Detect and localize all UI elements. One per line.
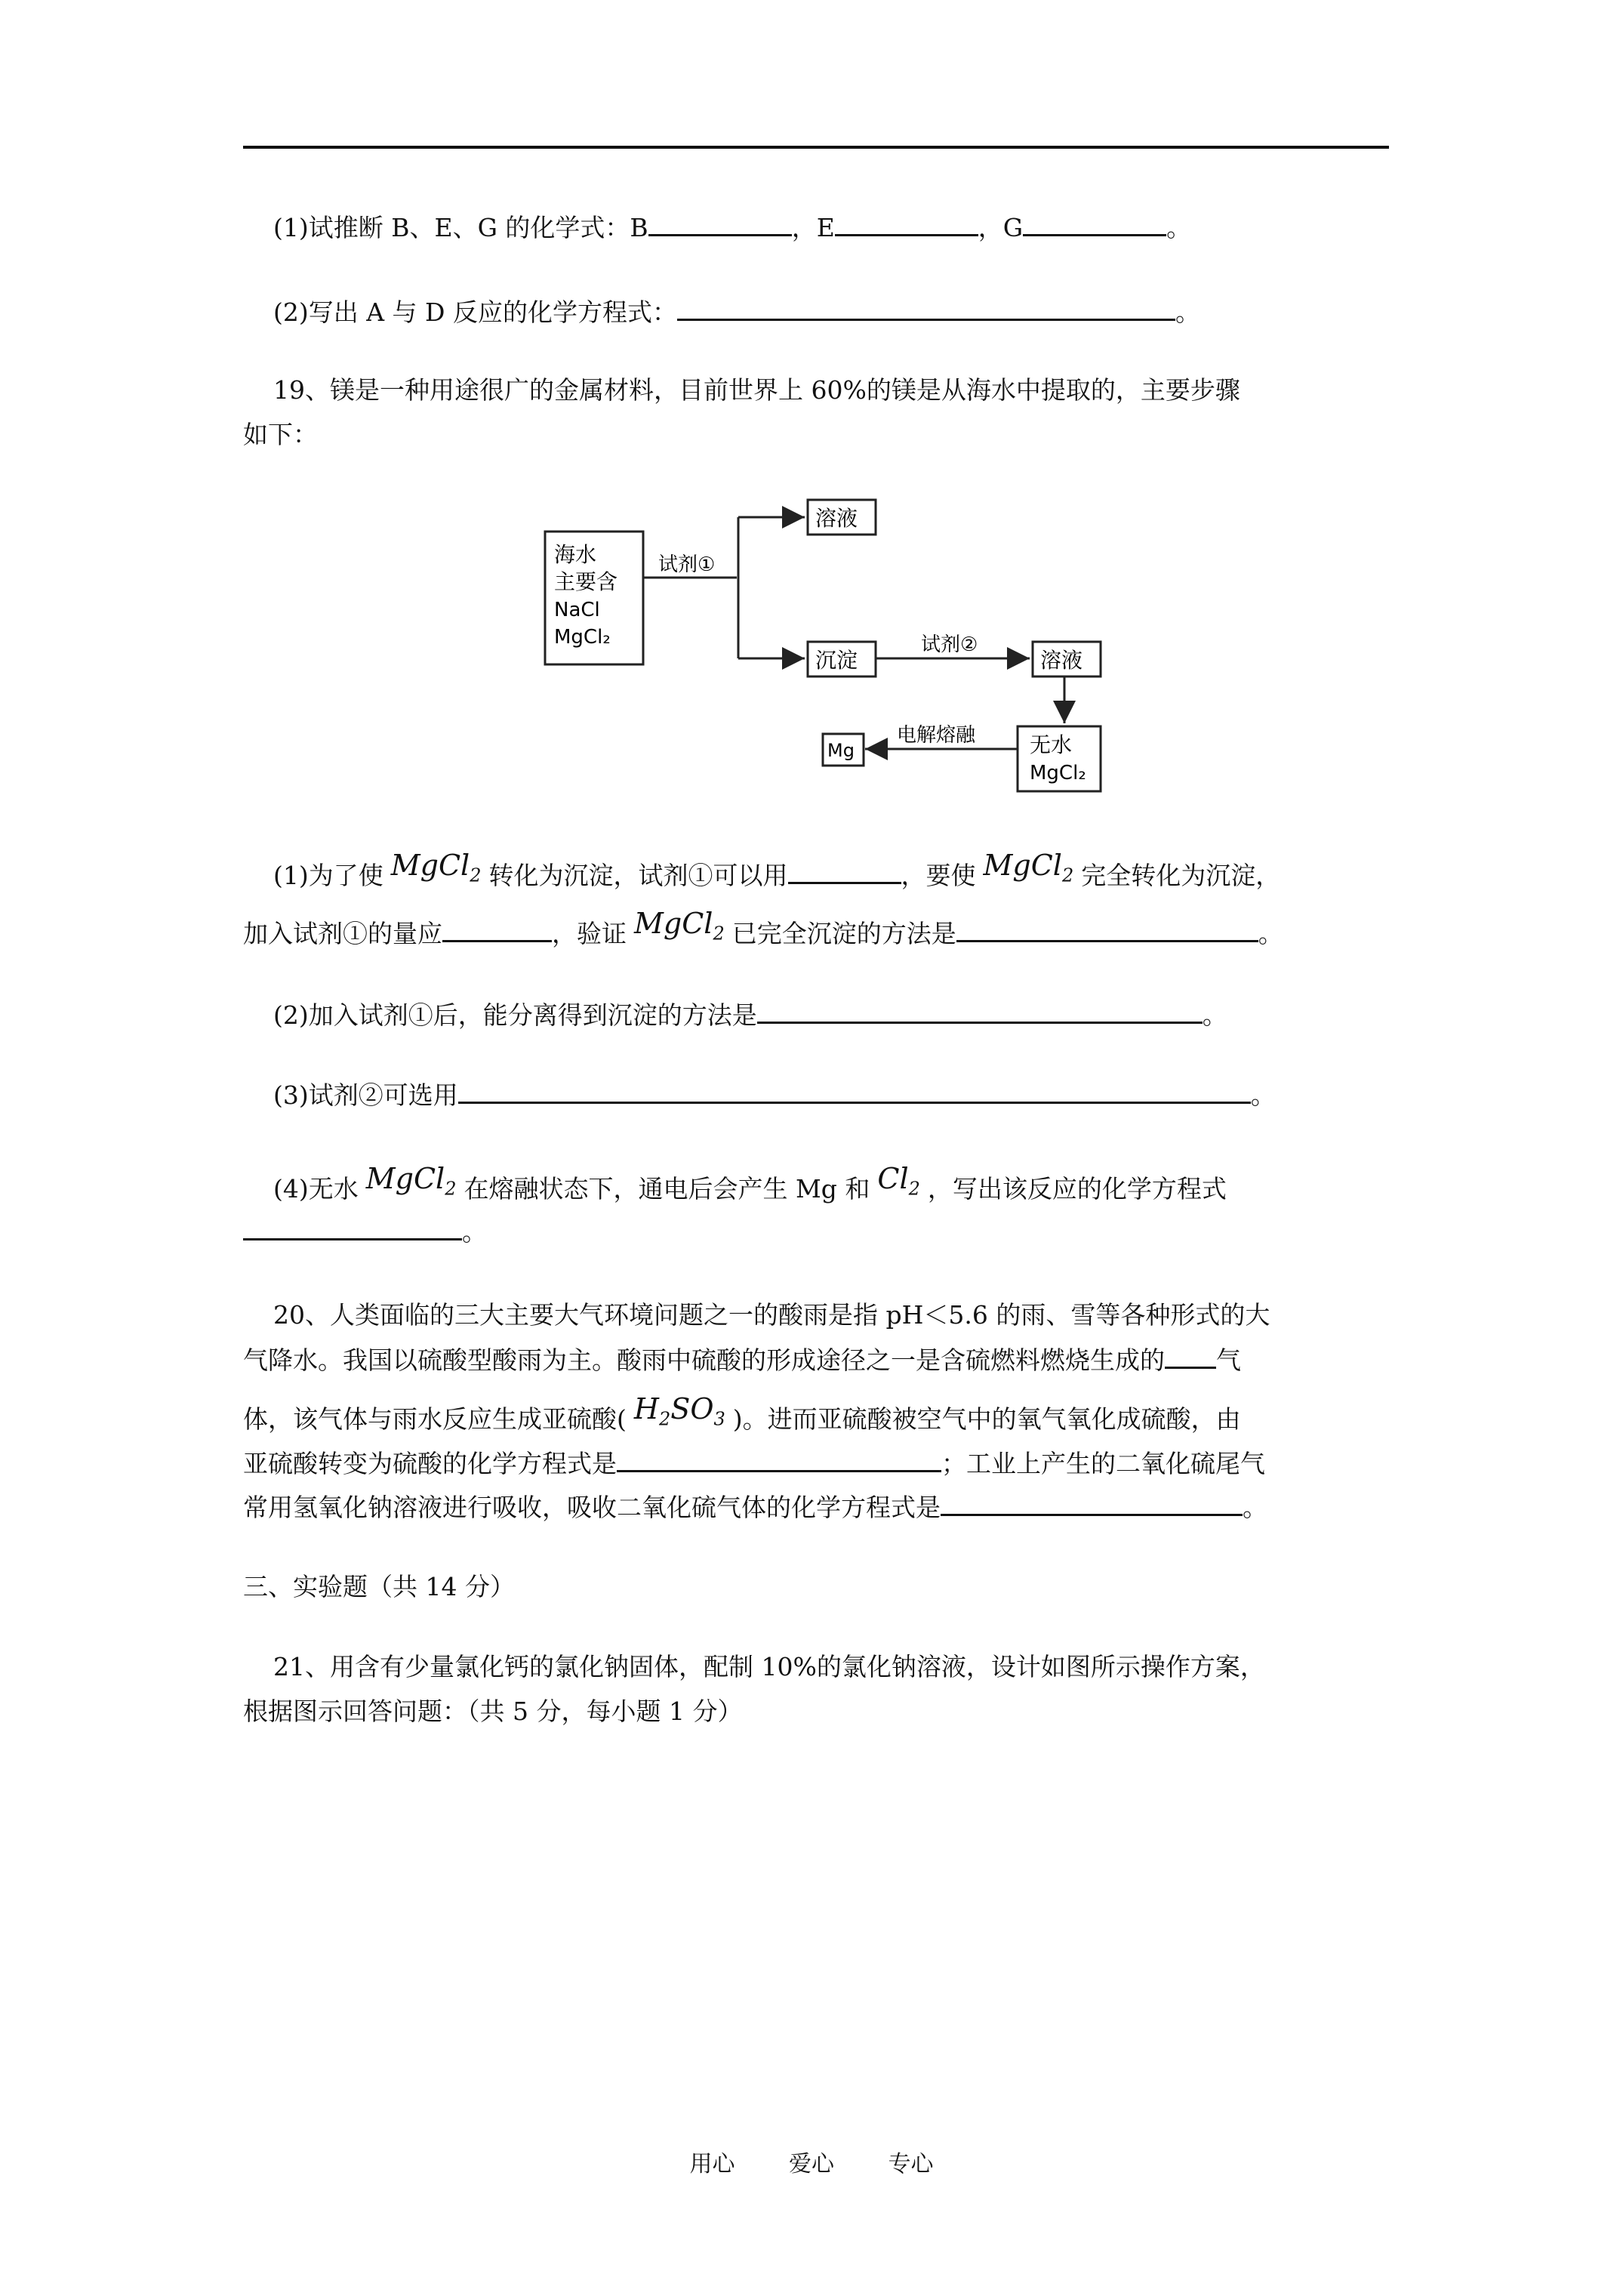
answer-blank-g[interactable]: [1023, 211, 1166, 236]
answer-blank-amount[interactable]: [442, 917, 552, 942]
electrolysis-label: 电解熔融: [897, 724, 976, 747]
formula-mgcl2: MgCl$_2$: [390, 849, 482, 886]
precipitate-label: 沉淀: [815, 648, 858, 673]
seawater-box: [545, 532, 643, 664]
anhydrous-formula: MgCl₂: [1030, 762, 1086, 784]
header-rule: [243, 146, 1389, 149]
answer-blank-reagent1[interactable]: [788, 859, 901, 884]
answer-blank-equation[interactable]: [677, 296, 1175, 321]
solution-top-label: 溶液: [815, 506, 858, 531]
q19-s4-line2: 。: [243, 1216, 487, 1247]
formula-mgcl2: MgCl$_2$: [634, 907, 725, 945]
answer-blank-reagent2[interactable]: [458, 1079, 1251, 1104]
q20-line1: 20、人类面临的三大主要大气环境问题之一的酸雨是指 pH＜5.6 的雨、雪等各种形式的大: [273, 1300, 1270, 1330]
q21-line1: 21、用含有少量氯化钙的氯化钠固体，配制 10%的氯化钠溶液，设计如图所示操作方案，: [273, 1652, 1265, 1681]
q19-s1-line1: (1)为了使 MgCl$_2$ 转化为沉淀，试剂①可以用 ，要使 MgCl$_2$ 完全转化为沉淀，: [273, 849, 1281, 890]
q19-s4-line1: (4)无水 MgCl$_2$ 在熔融状态下，通电后会产生 Mg 和 $Cl_2$ ，写出该反应的化学方程式: [273, 1162, 1227, 1203]
q20-line2: 气降水。我国以硫酸型酸雨为主。酸雨中硫酸的形成途径之一是含硫燃料燃烧生成的 气: [243, 1345, 1241, 1375]
q19-intro-line2: 如下：: [243, 420, 318, 449]
formula-cl2: $Cl_2$: [877, 1162, 920, 1200]
mg-box: [823, 734, 864, 766]
answer-blank-gas[interactable]: [1165, 1344, 1216, 1369]
seawater-nacl: NaCl: [554, 599, 600, 621]
solution-right-box: [1033, 642, 1101, 676]
q18-part1: (1)试推断 B、E、G 的化学式：B ，E ，G 。: [273, 213, 1192, 242]
q19-s2: (2)加入试剂①后，能分离得到沉淀的方法是 。: [273, 1000, 1227, 1030]
answer-blank-b[interactable]: [648, 211, 792, 236]
q19-s3: (3)试剂②可选用 。: [273, 1080, 1276, 1110]
answer-blank-separation[interactable]: [757, 999, 1203, 1024]
formula-mgcl2: MgCl$_2$: [365, 1162, 457, 1200]
anhydrous-label: 无水: [1030, 732, 1073, 757]
answer-blank-so2-equation[interactable]: [941, 1491, 1243, 1516]
q18-part2: (2)写出 A 与 D 反应的化学方程式： 。: [273, 297, 1200, 327]
seawater-contains: 主要含: [554, 569, 618, 594]
formula-h2so3: $H_2SO_3$: [633, 1392, 725, 1430]
q21-line2: 根据图示回答问题：（共 5 分，每小题 1 分）: [243, 1697, 743, 1726]
q19-intro-line1: 19、镁是一种用途很广的金属材料，目前世界上 60%的镁是从海水中提取的，主要步骤: [273, 375, 1240, 405]
precipitate-box: [808, 642, 876, 676]
answer-blank-h2so3-equation[interactable]: [617, 1447, 941, 1472]
reagent1-label: 试剂①: [658, 553, 716, 576]
solution-right-label: 溶液: [1040, 648, 1083, 673]
magnesium-flow-diagram: [528, 483, 1117, 800]
answer-blank-e[interactable]: [835, 211, 978, 236]
reagent2-label: 试剂②: [921, 633, 978, 656]
section-title: 三、实验题（共 14 分）: [243, 1572, 515, 1601]
footer-word: 用心: [689, 2151, 735, 2177]
footer-word: 专心: [888, 2151, 934, 2177]
q20-line4: 亚硫酸转变为硫酸的化学方程式是 ；工业上产生的二氧化硫尾气: [243, 1449, 1265, 1478]
footer-word: 爱心: [789, 2151, 834, 2177]
q20-line5: 常用氢氧化钠溶液进行吸收，吸收二氧化硫气体的化学方程式是 。: [243, 1493, 1267, 1522]
answer-blank-verify[interactable]: [956, 917, 1258, 942]
seawater-label: 海水: [554, 542, 597, 567]
page-footer: [0, 2145, 1623, 2178]
answer-blank-electrolysis-equation[interactable]: [243, 1216, 462, 1240]
q19-s1-line2: 加入试剂①的量应 ，验证 MgCl$_2$ 已完全沉淀的方法是 。: [243, 907, 1283, 948]
formula-mgcl2: MgCl$_2$: [983, 849, 1074, 886]
mg-label: Mg: [827, 740, 855, 761]
solution-top-box: [808, 500, 876, 535]
q20-line3: 体，该气体与雨水反应生成亚硫酸( $H_2SO_3$ )。进而亚硫酸被空气中的氧气氧化成硫酸，由: [243, 1392, 1241, 1434]
seawater-mgcl2: MgCl₂: [554, 626, 611, 649]
anhydrous-box: [1018, 726, 1101, 791]
